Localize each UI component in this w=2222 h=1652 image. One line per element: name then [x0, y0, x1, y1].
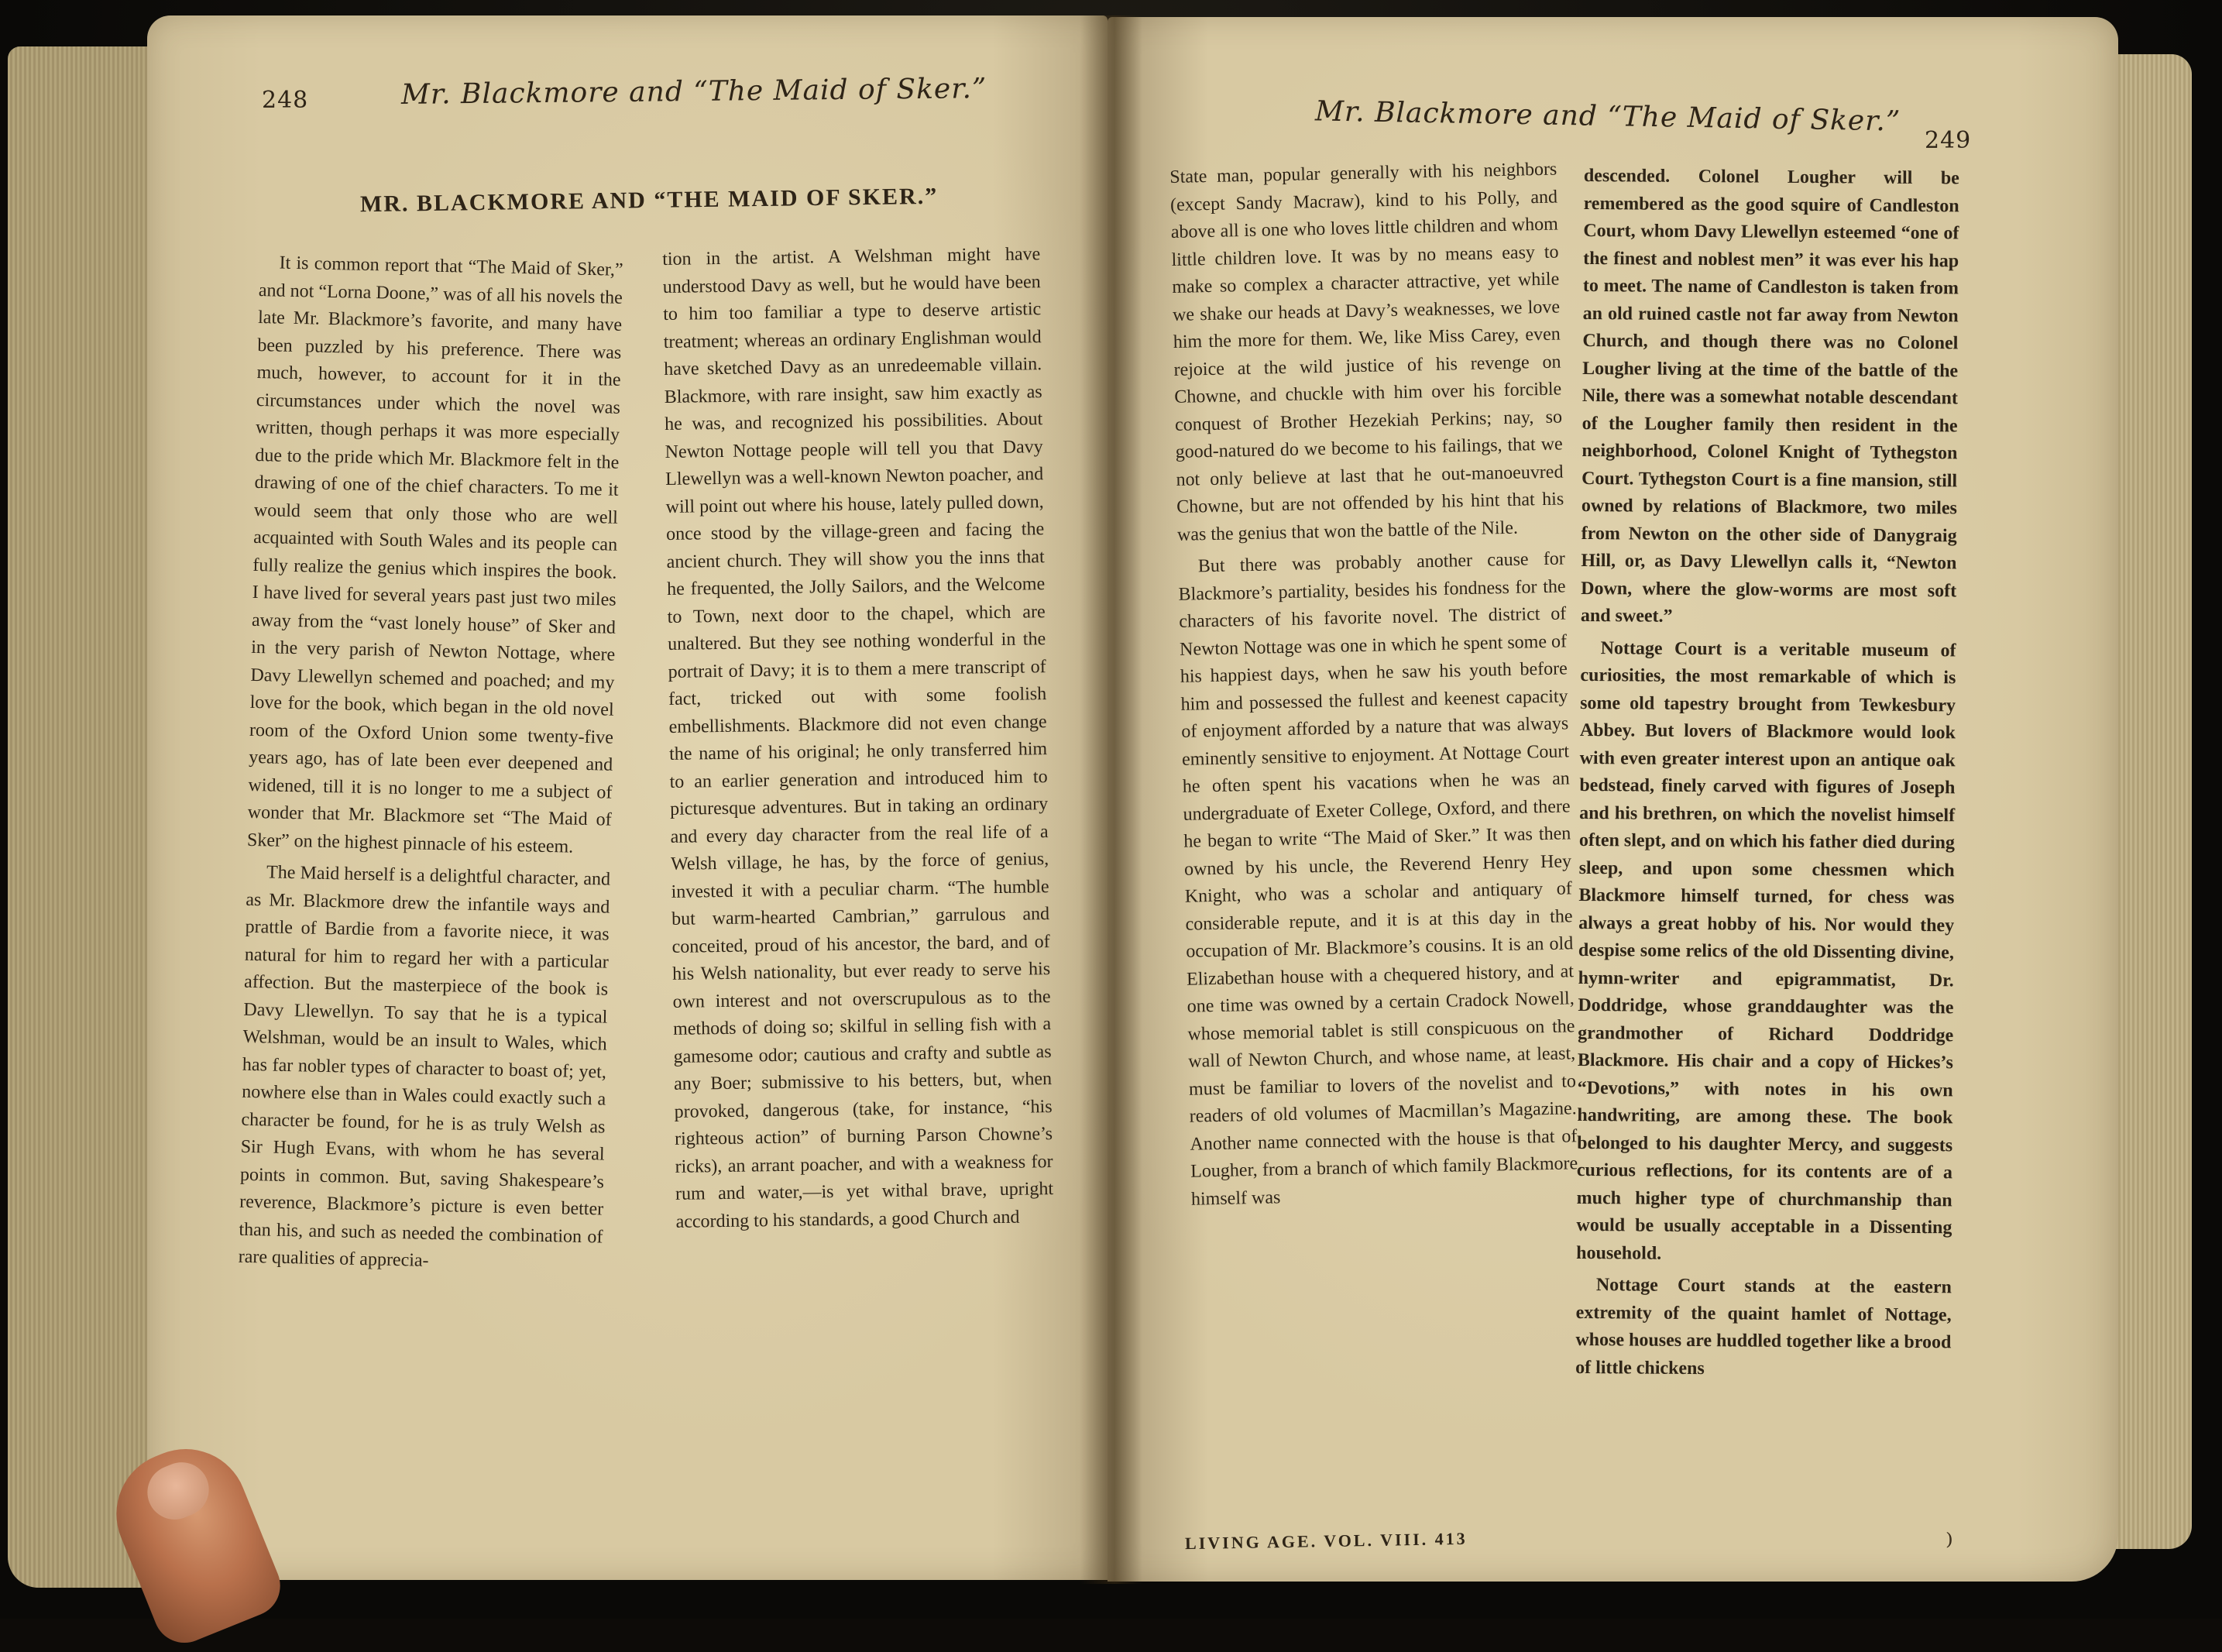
- paragraph: The Maid herself is a delightful character, and as Mr. Blackmore drew the infantile ways and prattle of Bardie from a favorite niece, it was natural for him to regard her with a particular affection. But the masterpiece of the book is Davy Llewellyn. To say that he is a typical Welshman, would be an insult to Wales, which has far nobler types of character to boast of; yet, nowhere else than in Wales could exactly such a character be found, for he is as truly Welsh as Sir Hugh Evans, with whom he has several points in common. But, saving Shakespeare’s reverence, Blackmore’s picture is even better than his, and such as needed the combination of rare qualities of apprecia-: [238, 862, 611, 1271]
- paragraph: It is common report that “The Maid of Sker,” and not “Lorna Doone,” was of all his novels the late Mr. Blackmore’s favorite, and many have been puzzled by his preference. There was much, however, to account for it in the circumstances under which the novel was written, though perhaps it was more especially due to the pride which Mr. Blackmore felt in the drawing of one of the chief characters. To me it would seem that only those who are well acquainted with South Wales and its people can fully realize the genius which inspires the book. I have lived for several years past just two miles away from the “vast lonely house” of Sker and in the very parish of Newton Nottage, where Davy Llewellyn schemed and poached; and my love for the book, which began in the old novel room of the Oxford Union some twenty-five years ago, has of late been ever deepened and widened, till it is no longer to me a subject of wonder that Mr. Blackmore set “The Maid of Sker” on the highest pinnacle of his esteem.: [246, 252, 623, 857]
- paragraph: State man, popular generally with his neighbors (except Sandy Macraw), kind to his Polly, and above all is one who loves little children and whom little children love. It was by no means easy to make so complex a character attractive, yet while we shake our heads at Davy’s weaknesses, we love him the more for them. We, like Miss Carey, even rejoice at the wild justice of his revenge on Chowne, and chuckle with him over his forcible conquest of Brother Hezekiah Perkins; nay, so good-natured do we become to his failings, that we not only believe at last that he out-manoeuvred Chowne, but are not offended by his hint that his was the genius that won the battle of the Nile.: [1169, 159, 1564, 545]
- article-title: MR. BLACKMORE AND “THE MAID OF SKER.”: [359, 183, 939, 218]
- right-column-1: [1169, 156, 1578, 1214]
- right-page-edges: [2107, 54, 2192, 1549]
- left-page-edges: [8, 46, 167, 1588]
- pencil-mark: ⁾: [1946, 1527, 1953, 1563]
- paragraph: tion in the artist. A Welshman might have understood Davy as well, but he would have been to him too familiar a type to deserve artistic treatment; whereas an ordinary Englishman would have sketched Davy as an unredeemable villain. Blackmore, with rare insight, saw him exactly as he was, and recognized his possibilities. About Newton Nottage people will tell you that Davy Llewellyn was a well-known Newton poacher, and will point out where his house, lately pulled down, once stood by the village-green and facing the ancient church. They will show you the inns that he frequented, the Jolly Sailors, and the Welcome to Town, next door to the chapel, which are unaltered. But they see nothing wonderful in the portrait of Davy; it is to them a mere transcript of fact, tricked out with some foolish embellishments. Blackmore did not even change the name of his original; he only transferred him to an earlier generation and introduced him to picturesque adventures. But in taking an ordinary and every day character from the real life of a Welsh village, he has, by the force of genius, invested it with a peculiar charm. “The humble but warm-hearted Cambrian,” garrulous and conceited, proud of his ancestor, the bard, and of his Welsh nationality, but ever ready to serve his own interest and not overscrupulous as to the methods of doing so; skilful in selling fish with a gamesome odor; cautious and crafty and subtle as any Boer; submissive to his betters, but, when provoked, dangerous (take, for instance, “his righteous action” of burning Parson Chowne’s ricks), an arrant poacher, and with a weakness for rum and water,—is yet withal brave, upright according to his standards, a good Church and: [662, 244, 1054, 1232]
- running-head: Mr. Blackmore and “The Maid of Sker.”: [1314, 95, 1901, 138]
- left-column-2: [662, 241, 1054, 1236]
- left-column-1: [238, 249, 623, 1279]
- page-number: 249: [1925, 127, 1972, 154]
- paragraph: But there was probably another cause for Blackmore’s partiality, besides his fondness for the characters of his favorite novel. The district of Newton Nottage was one in which he spent some of his happiest days, when he saw his youth before him and possessed the fullest and keenest capacity of enjoyment afforded by a nature that was always eminently sensitive to enjoyment. At Nottage Court he often spent his vacations when he was an undergraduate of Exeter College, Oxford, and there he began to write “The Maid of Sker.” It was then owned by his uncle, the Reverend Henry Hey Knight, who was a scholar and antiquary of considerable repute, and it is at this day in the occupation of Mr. Blackmore’s cousins. It is an old Elizabethan house with a chequered history, and at one time was owned by a certain Cradock Nowell, whose memorial tablet is still conspicuous on the wall of Newton Church, and whose name, at least, must be familiar to lovers of the novelist and to readers of old volumes of Macmillan’s Magazine. Another name connected with the house is that of Lougher, from a branch of which family Blackmore himself was: [1178, 548, 1578, 1210]
- signature-line: LIVING AGE. VOL. VIII. 413: [1184, 1528, 1468, 1554]
- right-column-2: [1575, 163, 1959, 1384]
- right-page: [1108, 17, 2118, 1582]
- left-page: [147, 15, 1108, 1580]
- page-number: 248: [262, 87, 309, 114]
- paragraph: Nottage Court stands at the eastern extremity of the quaint hamlet of Nottage, whose houses are huddled together like a brood of little chickens: [1575, 1275, 1952, 1379]
- paragraph: Nottage Court is a veritable museum of curiosities, the most remarkable of which is some old tapestry brought from Tewkesbury Abbey. But lovers of Blackmore would look with even greater interest upon an antique oak bedstead, finely carved with figures of Joseph and his brethren, on which the novelist himself often slept, and on which his father died during sleep, and upon some chessmen which Blackmore himself turned, for chess was always a great hobby of his. Nor would they despise some relics of the old Dissenting divine, hymn-writer and epigrammatist, Dr. Doddridge, whose granddaughter was the grandmother of Richard Doddridge Blackmore. His chair and a copy of Hickes’s “Devotions,” with notes in his own handwriting, are among these. The book belonged to his daughter Mercy, and suggests curious reflections, for its contents are of a much higher type of churchmanship than would be usually acceptable in a Dissenting household.: [1576, 637, 1956, 1264]
- book-gutter: [1080, 15, 1142, 1584]
- running-head: Mr. Blackmore and “The Maid of Sker.”: [400, 73, 987, 111]
- paragraph: descended. Colonel Lougher will be remembered as the good squire of Candleston Court, whom Davy Llewellyn esteemed “one of the finest and noblest men” it was ever his hap to meet. The name of Candleston is taken from an old ruined castle not far away from Newton Church, and though there was no Colonel Lougher living at the time of the battle of the Nile, there was a somewhat notable descendant of the Lougher family then resident in the neighborhood, Colonel Knight of Tythegston Court. Tythegston Court is a fine mansion, still owned by relations of Blackmore, two miles from Newton on the other side of Danygraig Hill, or, as Davy Llewellyn calls it, “Newton Down, where the glow-worms are most soft and sweet.”: [1580, 165, 1959, 627]
